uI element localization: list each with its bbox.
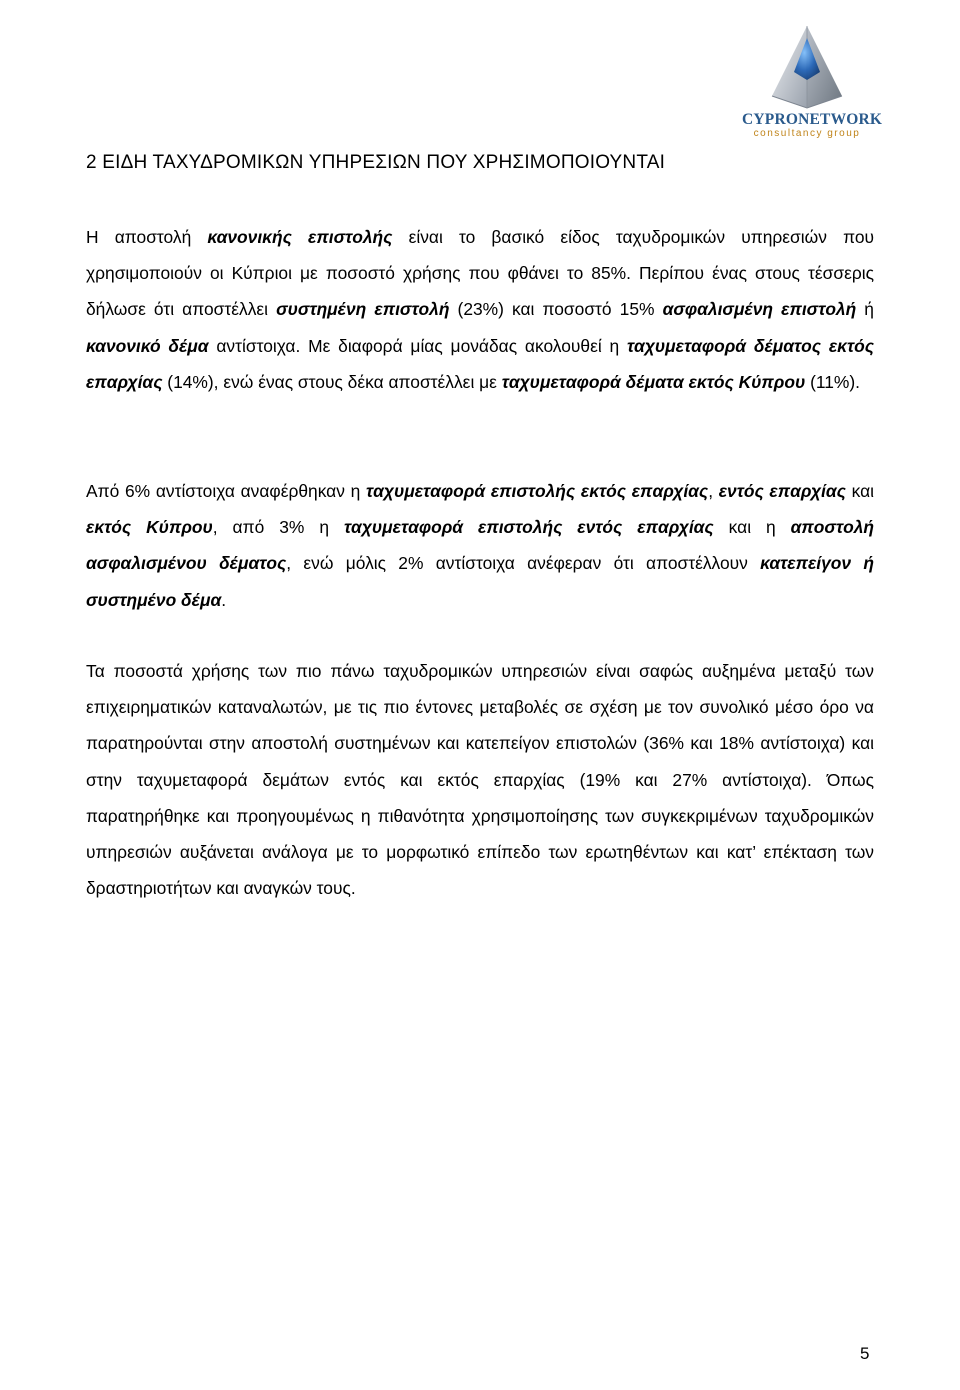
- text-run: και: [845, 481, 874, 501]
- pyramid-icon: [768, 24, 846, 110]
- page-number: 5: [860, 1344, 870, 1363]
- text-run: (14%), ενώ ένας στους δέκα αποστέλλει με: [162, 371, 502, 392]
- text-run: Η αποστολή: [86, 227, 208, 247]
- section-heading: 2 ΕΙΔΗ ΤΑΧΥΔΡΟΜΙΚΩΝ ΥΠΗΡΕΣΙΩΝ ΠΟΥ ΧΡΗΣΙΜΟΠΟΙΟΥΝΤΑΙ: [86, 152, 666, 173]
- text-run: ή: [856, 299, 874, 320]
- text-run: και η: [713, 517, 791, 538]
- text-run: είναι το βασικό είδος ταχυδρομικών υπηρεσιών που χρησιμοποιούν οι Κύπριοι με ποσοστό χρήσης που φθάνει το 85%. Περίπου ένας στους τέσσερις δήλωσε ότι αποστέλλει: [86, 227, 875, 320]
- emphasized-term: ταχυμεταφορά δέματα εκτός Κύπρου: [501, 371, 806, 392]
- emphasized-term: ταχυμεταφορά επιστολής εντός επαρχίας: [343, 517, 714, 538]
- emphasized-term: κανονικό δέμα: [86, 335, 209, 356]
- text-run: .: [221, 589, 227, 610]
- emphasized-term: κατεπείγον ή συστημένο δέμα: [86, 553, 874, 610]
- emphasized-term: ταχυμεταφορά επιστολής εκτός επαρχίας: [366, 481, 709, 501]
- text-run: , ενώ μόλις 2% αντίστοιχα ανέφεραν ότι αποστέλλουν: [286, 553, 761, 574]
- emphasized-term: αποστολή ασφαλισμένου δέματος: [86, 517, 874, 574]
- emphasized-term: συστημένη επιστολή: [276, 299, 450, 320]
- text-run: ,: [708, 481, 719, 501]
- paragraph: [86, 219, 874, 400]
- text-run: , από 3% η: [212, 517, 344, 538]
- text-run: Τα ποσοστά χρήσης των πιο πάνω ταχυδρομικών υπηρεσιών είναι σαφώς αυξημένα μεταξύ των επιχειρηματικών καταναλωτών, με τις πιο έντονες μεταβολές σε σχέση με τον συνολικό μέσο όρο να παρατηρούνται στην αποστολή συστημένων και κατεπείγον επιστολών (36% και 18% αντίστοιχα) και στην ταχυμεταφορά δεμάτων εντός και εκτός επαρχίας (19% και 27% αντίστοιχα). Όπως παρατηρήθηκε και προηγουμένως η πιθανότητα χρησιμοποίησης των συγκεκριμένων ταχυδρομικών υπηρεσιών αυξάνεται ανάλογα με το μορφωτικό επίπεδο των ερωτηθέντων και κατ’ επέκταση των δραστηριοτήτων και αναγκών τους.: [86, 661, 874, 899]
- emphasized-term: εντός επαρχίας: [718, 481, 846, 501]
- emphasized-term: κανονικής επιστολής: [207, 227, 393, 247]
- paragraph: [86, 473, 874, 618]
- emphasized-term: ασφαλισμένη επιστολή: [662, 299, 857, 320]
- text-run: Από 6% αντίστοιχα αναφέρθηκαν η: [86, 481, 367, 501]
- logo-subtitle: consultancy group: [753, 127, 861, 139]
- logo-name: CYPRONETWORK: [742, 111, 883, 128]
- text-run: αντίστοιχα. Με διαφορά μίας μονάδας ακολουθεί η: [208, 335, 627, 356]
- emphasized-term: ταχυμεταφορά δέματος εκτός επαρχίας: [86, 335, 874, 392]
- text-run: (11%).: [805, 371, 861, 392]
- emphasized-term: εκτός Κύπρου: [86, 517, 213, 538]
- paragraph: [86, 653, 874, 906]
- text-run: (23%) και ποσοστό 15%: [449, 299, 663, 320]
- company-logo: [742, 24, 883, 148]
